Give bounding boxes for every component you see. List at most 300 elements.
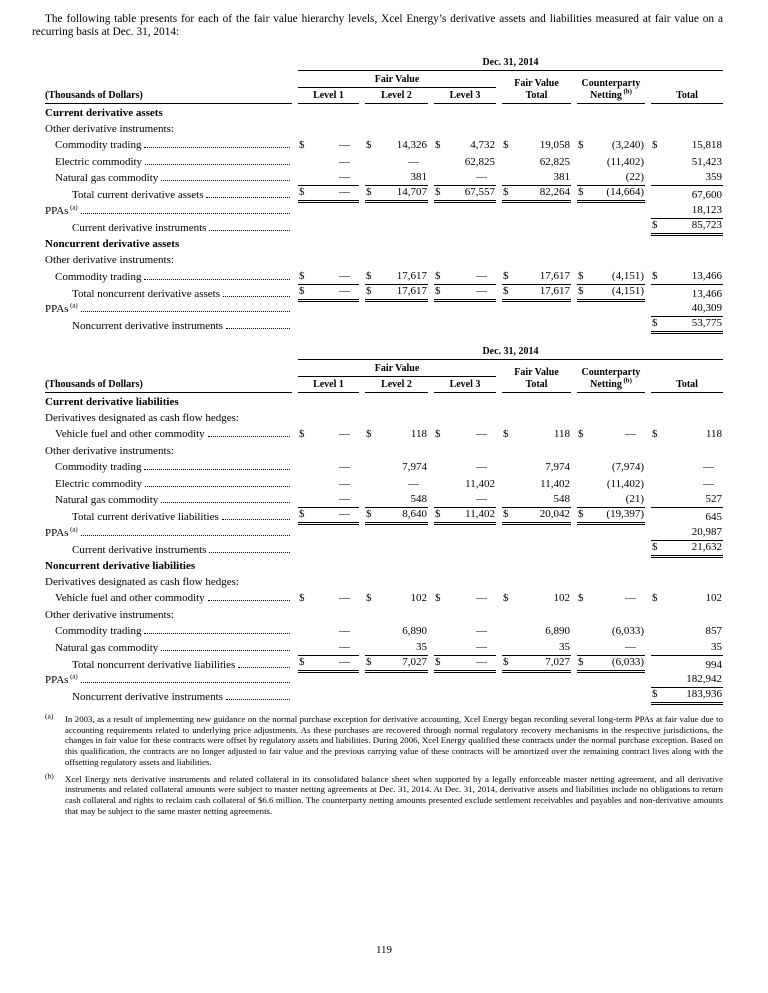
- table-row: [45, 508, 723, 524]
- table-row: [45, 186, 723, 202]
- amount-cell: [502, 270, 571, 285]
- amount-cell: [502, 592, 571, 606]
- amount-cell: [434, 235, 496, 236]
- thousands-of-dollars-label: (Thousands of Dollars): [45, 90, 292, 104]
- dollar-sign: $: [366, 284, 372, 297]
- amount-cell: [651, 288, 723, 302]
- amount-cell: [577, 641, 645, 656]
- amount-value: —: [625, 428, 636, 441]
- amount-cell: [502, 508, 571, 525]
- column-header: Level 3: [434, 379, 496, 394]
- level-columns: [298, 379, 496, 394]
- amount-cell: [365, 592, 428, 606]
- amount-cell: [434, 186, 496, 203]
- amount-cell: [365, 656, 428, 673]
- row-label-text: Other derivative instruments:: [45, 608, 174, 621]
- row-label-text: Other derivative instruments:: [45, 444, 174, 457]
- amount-cell: [434, 540, 496, 541]
- amount-value: —: [408, 477, 419, 490]
- dollar-sign: $: [578, 269, 584, 282]
- amount-cell: [577, 425, 645, 426]
- dollar-sign: $: [299, 186, 305, 199]
- amount-value: 40,309: [691, 302, 722, 315]
- amount-cell: [577, 704, 645, 705]
- row-label-text: Current derivative liabilities: [45, 395, 179, 408]
- amount-cell: [298, 622, 359, 623]
- amount-cell: [434, 592, 496, 606]
- amount-value: —: [339, 640, 350, 653]
- table-row: [45, 285, 723, 301]
- amount-cell: [434, 508, 496, 525]
- amount-cell: [365, 461, 428, 475]
- amount-value: 994: [705, 658, 722, 671]
- amount-cell: [651, 204, 723, 219]
- amount-value: —: [339, 186, 350, 199]
- amount-cell: [577, 235, 645, 236]
- amount-cell: [502, 687, 571, 688]
- amount-cell: [298, 186, 359, 203]
- row-label-text: PPAs $^{(a)}$: [45, 205, 78, 218]
- amount-cell: [298, 687, 359, 688]
- amount-cell: [434, 478, 496, 492]
- amount-cell: [577, 625, 645, 639]
- amount-cell: [502, 557, 571, 558]
- dollar-sign: $: [366, 508, 372, 521]
- dollar-sign: $: [435, 269, 441, 282]
- amount-value: —: [339, 655, 350, 668]
- amount-value: —: [339, 171, 350, 184]
- amount-cell: [365, 687, 428, 688]
- amount-cell: [651, 428, 723, 442]
- amount-cell: [298, 428, 359, 442]
- amount-cell: [651, 622, 723, 623]
- row-label-text: Current derivative instruments: [72, 543, 207, 556]
- row-label: [45, 189, 292, 203]
- amount-cell: [365, 425, 428, 426]
- dollar-sign: $: [578, 139, 584, 152]
- dot-leader: [226, 328, 290, 329]
- row-label: [45, 205, 292, 219]
- dollar-sign: $: [366, 592, 372, 605]
- dollar-sign: $: [435, 139, 441, 152]
- amount-cell: [298, 285, 359, 302]
- row-label-text: Noncurrent derivative liabilities: [45, 559, 196, 572]
- dot-leader: [144, 633, 290, 634]
- amount-cell: [502, 656, 571, 673]
- dollar-sign: $: [503, 284, 509, 297]
- dot-leader: [226, 699, 290, 700]
- amount-cell: [651, 573, 723, 574]
- amount-cell: [298, 316, 359, 317]
- row-label: [45, 172, 292, 186]
- amount-value: —: [476, 269, 487, 282]
- amount-cell: [365, 139, 428, 153]
- amount-cell: [298, 704, 359, 705]
- row-label: [45, 139, 292, 153]
- dollar-sign: $: [299, 139, 305, 152]
- row-label: [45, 494, 292, 508]
- row-label: [45, 642, 292, 656]
- amount-value: 527: [705, 493, 722, 506]
- amount-value: 183,936: [686, 688, 722, 701]
- table-row: [45, 590, 723, 606]
- amount-cell: [365, 218, 428, 219]
- date-header: Dec. 31, 2014: [298, 346, 723, 360]
- table-row: [45, 393, 723, 409]
- amount-value: (19,397): [606, 508, 644, 521]
- amount-cell: [577, 461, 645, 475]
- amount-cell: [434, 428, 496, 442]
- amount-cell: [502, 493, 571, 508]
- table-row: [45, 426, 723, 442]
- amount-cell: [365, 622, 428, 623]
- page-number: 119: [375, 944, 393, 956]
- amount-cell: [365, 458, 428, 459]
- amount-cell: [434, 458, 496, 459]
- amount-cell: [502, 139, 571, 153]
- amount-cell: [651, 189, 723, 203]
- amount-value: 19,058: [539, 139, 570, 152]
- dot-leader: [81, 311, 290, 312]
- row-label: [45, 428, 292, 442]
- amount-value: (4,151): [611, 269, 644, 282]
- amount-value: —: [476, 640, 487, 653]
- amount-cell: [365, 333, 428, 334]
- table-row: [45, 219, 723, 235]
- fair-value-group: [298, 74, 496, 105]
- amount-value: —: [476, 625, 487, 638]
- amount-cell: [577, 120, 645, 121]
- row-label: [45, 461, 292, 475]
- table-row: [45, 672, 723, 688]
- dot-leader: [81, 682, 290, 683]
- row-label-text: Commodity trading: [55, 625, 142, 638]
- amount-cell: [577, 316, 645, 317]
- table-row: [45, 317, 723, 333]
- amount-cell: [434, 267, 496, 268]
- dollar-sign: $: [652, 139, 658, 152]
- amount-cell: [502, 136, 571, 137]
- amount-value: 11,402: [465, 508, 495, 521]
- amount-cell: [434, 573, 496, 574]
- amount-cell: [502, 478, 571, 492]
- amount-cell: [651, 425, 723, 426]
- amount-cell: [434, 687, 496, 688]
- amount-value: 359: [705, 171, 722, 184]
- amount-cell: [434, 557, 496, 558]
- amount-cell: [651, 541, 723, 558]
- dot-leader: [81, 535, 290, 536]
- dollar-sign: $: [366, 186, 372, 199]
- amount-cell: [502, 316, 571, 317]
- row-label: [45, 271, 292, 285]
- amount-cell: [434, 156, 496, 170]
- dot-leader: [208, 600, 290, 601]
- dollar-sign: $: [435, 428, 441, 441]
- row-label-text: Commodity trading: [55, 461, 142, 474]
- footnote-text: In 2003, as a result of implementing new guidance on the normal purchase exception for derivative accounting, Xcel Energy began recording several long-term PPAs at fair value due to accounting requirements related to underlying price adjustments. As these purchases are recovered through normal regulatory recovery mechanisms in the respective jurisdictions, the changes in fair value for these contracts were offset by regulatory assets and liabilities. During 2006, Xcel Energy qualified these contracts under the normal purchase exception. Based on this qualification, the contracts are no longer adjusted to fair value and the previous carrying value of these contracts will be amortized over the remaining contract lives along with the offsetting regulatory assets and liabilities.: [65, 713, 723, 767]
- amount-value: 67,600: [691, 189, 722, 202]
- dollar-sign: $: [299, 269, 305, 282]
- amount-value: (21): [625, 493, 644, 506]
- dollar-sign: $: [435, 508, 441, 521]
- amount-cell: [577, 251, 645, 252]
- column-header: Level 2: [365, 379, 428, 394]
- row-label: [45, 303, 292, 317]
- row-label: [45, 659, 292, 673]
- footnote-marker: (b): [45, 771, 54, 781]
- row-label-text: Derivatives designated as cash flow hedges:: [45, 412, 239, 425]
- amount-value: 20,042: [539, 508, 570, 521]
- amount-cell: [298, 409, 359, 410]
- amount-cell: [434, 285, 496, 302]
- amount-cell: [502, 409, 571, 410]
- dot-leader: [144, 147, 290, 148]
- row-label-text: Natural gas commodity: [55, 641, 159, 654]
- row-label-text: Total current derivative assets: [72, 189, 204, 202]
- dollar-sign: $: [503, 428, 509, 441]
- dollar-sign: $: [652, 269, 658, 282]
- column-header: Level 2: [365, 90, 428, 105]
- amount-cell: [502, 156, 571, 170]
- date-spacer: [45, 57, 292, 71]
- dot-leader: [144, 469, 290, 470]
- dot-leader: [161, 502, 290, 503]
- amount-value: 17,617: [539, 284, 570, 297]
- dot-leader: [161, 650, 290, 651]
- footnote-text: Xcel Energy nets derivative instruments and related collateral in its consolidated balance sheet when supported by a legally enforceable master netting agreement, and all derivative instruments and related collateral amounts were subject to master netting agreements at Dec. 31, 2014. At Dec. 31, 2014, derivative assets and liabilities include no obligations to return cash collateral and rights to reclaim cash collateral of $6.6 million. The counterparty netting amounts presented exclude settlement receivables and payables and non-derivative amounts that may be subject to the same master netting agreements.: [65, 773, 723, 817]
- amount-value: —: [339, 284, 350, 297]
- table-row: [45, 104, 723, 120]
- amount-cell: [298, 641, 359, 656]
- amount-cell: [365, 478, 428, 492]
- table-row: [45, 475, 723, 491]
- amount-cell: [502, 625, 571, 639]
- dollar-sign: $: [366, 428, 372, 441]
- amount-cell: [365, 267, 428, 268]
- row-label-text: Current derivative instruments: [72, 222, 207, 235]
- dot-leader: [206, 197, 290, 198]
- amount-cell: [502, 251, 571, 252]
- amount-cell: [502, 171, 571, 186]
- amount-cell: [434, 704, 496, 705]
- dollar-sign: $: [435, 592, 441, 605]
- amount-cell: [298, 573, 359, 574]
- footnote: [45, 711, 723, 768]
- amount-cell: [502, 622, 571, 623]
- dot-leader: [145, 164, 290, 165]
- dollar-sign: $: [435, 284, 441, 297]
- amount-cell: [434, 461, 496, 475]
- amount-cell: [298, 625, 359, 639]
- amount-cell: [577, 186, 645, 203]
- table-row: [45, 252, 723, 268]
- row-label-text: Commodity trading: [55, 270, 142, 283]
- amount-cell: [577, 540, 645, 541]
- amount-value: 645: [705, 511, 722, 524]
- amount-value: —: [625, 640, 636, 653]
- amount-cell: [651, 267, 723, 268]
- dollar-sign: $: [578, 592, 584, 605]
- row-label-text: PPAs $^{(a)}$: [45, 303, 78, 316]
- column-header: Counterparty Netting $^{(b)}$: [577, 367, 645, 393]
- dot-leader: [223, 296, 290, 297]
- amount-cell: [651, 526, 723, 541]
- amount-cell: [651, 120, 723, 121]
- amount-cell: [577, 656, 645, 673]
- amount-cell: [577, 508, 645, 525]
- amount-cell: [502, 589, 571, 590]
- amount-cell: [434, 425, 496, 426]
- amount-cell: [434, 120, 496, 121]
- amount-cell: [577, 267, 645, 268]
- row-label: [45, 254, 292, 268]
- table-row: [45, 137, 723, 153]
- amount-value: —: [408, 155, 419, 168]
- amount-cell: [651, 659, 723, 673]
- amount-cell: [365, 285, 428, 302]
- amount-cell: [434, 333, 496, 334]
- row-label-text: Vehicle fuel and other commodity: [55, 592, 205, 605]
- table-date-row: [45, 57, 723, 71]
- amount-cell: [365, 493, 428, 508]
- footnote: [45, 771, 723, 817]
- dollar-sign: $: [503, 186, 509, 199]
- dollar-sign: $: [652, 428, 658, 441]
- row-label-text: Natural gas commodity: [55, 172, 159, 185]
- amount-value: 118: [705, 428, 722, 441]
- amount-value: 8,640: [402, 508, 427, 521]
- amount-cell: [365, 428, 428, 442]
- footnote-marker: (a): [45, 711, 54, 721]
- amount-cell: [502, 186, 571, 203]
- amount-value: (22): [625, 171, 644, 184]
- amount-value: 381: [410, 171, 427, 184]
- amount-cell: [365, 557, 428, 558]
- amount-value: 118: [553, 428, 570, 441]
- thousands-of-dollars-label: (Thousands of Dollars): [45, 379, 292, 393]
- amount-value: 17,617: [539, 269, 570, 282]
- row-label: [45, 445, 292, 459]
- dot-leader: [222, 519, 290, 520]
- amount-cell: [577, 270, 645, 285]
- amount-value: (14,664): [606, 186, 644, 199]
- amount-cell: [502, 267, 571, 268]
- row-label-text: Other derivative instruments:: [45, 254, 174, 267]
- amount-cell: [651, 461, 723, 475]
- amount-value: —: [476, 493, 487, 506]
- amount-cell: [651, 673, 723, 688]
- amount-cell: [298, 136, 359, 137]
- row-label-text: Noncurrent derivative instruments: [72, 691, 223, 704]
- table-row: [45, 492, 723, 508]
- amount-value: 18,123: [691, 204, 722, 217]
- table-row: [45, 688, 723, 704]
- amount-cell: [651, 409, 723, 410]
- amount-value: 14,707: [396, 186, 427, 199]
- amount-value: 6,890: [402, 625, 427, 638]
- table-row: [45, 170, 723, 186]
- amount-value: —: [339, 269, 350, 282]
- intro-paragraph: The following table presents for each of the fair value hierarchy levels, Xcel Energy’s derivative assets and liabilities measured at fair value on a recurring basis at Dec. 31, 2014:: [32, 13, 723, 39]
- amount-value: 13,466: [691, 287, 722, 300]
- fair-value-group: [298, 363, 496, 394]
- amount-cell: [434, 136, 496, 137]
- table-row: [45, 442, 723, 458]
- amount-value: 7,974: [545, 461, 570, 474]
- row-label: [45, 156, 292, 170]
- amount-cell: [434, 316, 496, 317]
- row-label-text: PPAs $^{(a)}$: [45, 526, 78, 539]
- amount-cell: [651, 171, 723, 186]
- amount-value: 17,617: [396, 284, 427, 297]
- amount-cell: [502, 704, 571, 705]
- amount-cell: [651, 625, 723, 639]
- amount-cell: [651, 493, 723, 508]
- amount-cell: [365, 540, 428, 541]
- amount-cell: [365, 235, 428, 236]
- row-label-text: Total current derivative liabilities: [72, 511, 219, 524]
- row-label: [45, 527, 292, 541]
- amount-cell: [434, 493, 496, 508]
- row-label: [45, 320, 292, 334]
- column-header: Total: [651, 90, 723, 105]
- row-label-text: Electric commodity: [55, 155, 143, 168]
- amount-cell: [502, 120, 571, 121]
- amount-cell: [298, 458, 359, 459]
- amount-cell: [577, 136, 645, 137]
- row-label-text: Derivatives designated as cash flow hedges:: [45, 575, 239, 588]
- amount-value: —: [476, 461, 487, 474]
- table-column-headers: [45, 74, 723, 105]
- amount-value: 13,466: [691, 269, 722, 282]
- row-label-text: Noncurrent derivative assets: [45, 237, 180, 250]
- column-header: Fair Value Total: [502, 367, 571, 393]
- dollar-sign: $: [299, 592, 305, 605]
- amount-cell: [298, 592, 359, 606]
- amount-value: (11,402): [606, 155, 644, 168]
- dollar-sign: $: [578, 508, 584, 521]
- amount-cell: [298, 589, 359, 590]
- amount-cell: [502, 540, 571, 541]
- row-label: [45, 560, 292, 574]
- derivative-liabilities-table: [45, 346, 723, 705]
- column-header: Level 3: [434, 90, 496, 105]
- dollar-sign: $: [652, 317, 658, 330]
- amount-value: 548: [410, 493, 427, 506]
- dollar-sign: $: [366, 139, 372, 152]
- footnotes-section: [45, 711, 723, 817]
- amount-value: 21,632: [691, 540, 722, 553]
- amount-value: —: [339, 477, 350, 490]
- amount-cell: [298, 156, 359, 170]
- amount-value: 35: [416, 640, 427, 653]
- row-label: [45, 478, 292, 492]
- level-columns: [298, 90, 496, 105]
- dollar-sign: $: [652, 540, 658, 553]
- amount-value: —: [339, 508, 350, 521]
- amount-value: 85,723: [691, 219, 722, 232]
- row-label-text: Vehicle fuel and other commodity: [55, 428, 205, 441]
- amount-value: —: [339, 461, 350, 474]
- amount-value: —: [339, 625, 350, 638]
- amount-cell: [502, 218, 571, 219]
- row-label-text: Electric commodity: [55, 477, 143, 490]
- row-label: [45, 691, 292, 705]
- dollar-sign: $: [503, 655, 509, 668]
- amount-cell: [298, 120, 359, 121]
- amount-cell: [298, 425, 359, 426]
